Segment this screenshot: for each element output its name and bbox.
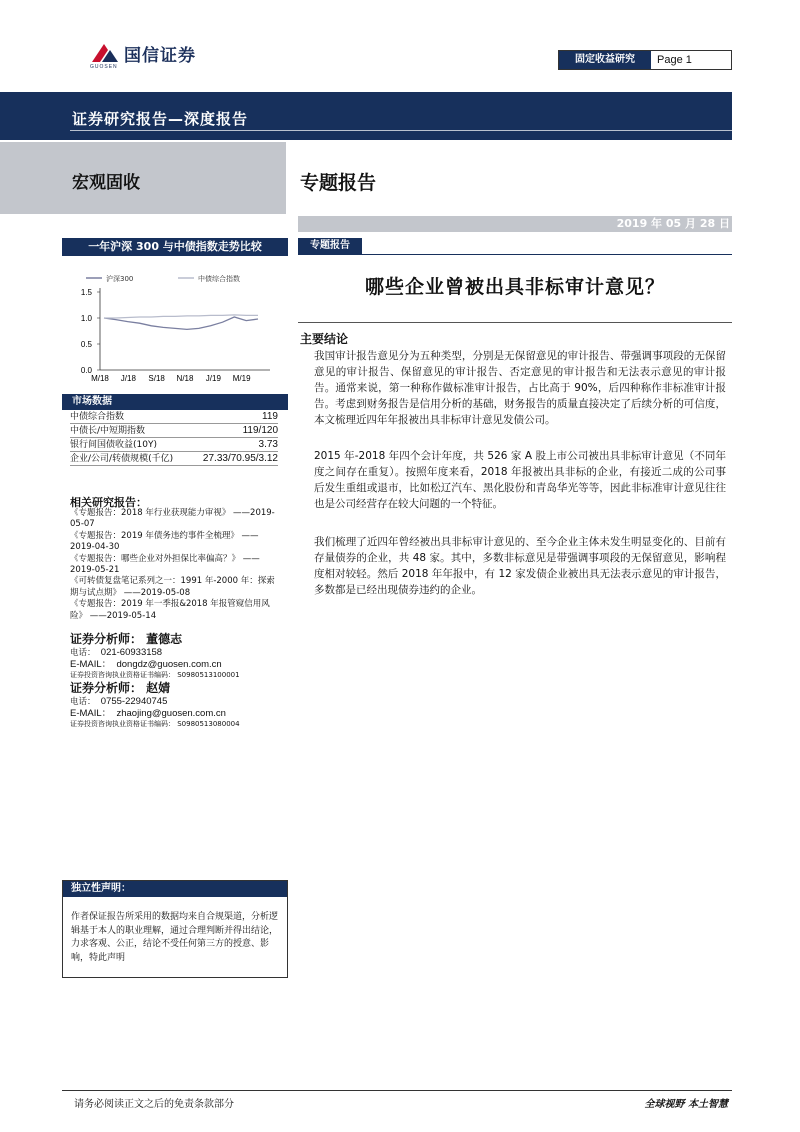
x-tick-label: J/18 xyxy=(120,374,136,383)
analyst-name: 证券分析师： 董德志 xyxy=(70,632,183,646)
legend-hs300: 沪深300 xyxy=(106,275,134,283)
analyst-name: 证券分析师： 赵婧 xyxy=(70,681,171,695)
chart-title: 一年沪深 300 与中债指数走势比较 xyxy=(62,238,288,256)
y-tick-label: 1.5 xyxy=(80,288,92,297)
x-tick-label: J/19 xyxy=(205,374,221,383)
title-divider xyxy=(298,322,732,323)
slogan: 全球视野 本土智慧 xyxy=(644,1099,728,1110)
section-left: 宏观固收 xyxy=(72,173,140,193)
analyst-email[interactable]: E-MAIL： zhaojing@guosen.com.cn xyxy=(70,708,226,719)
band-divider xyxy=(70,130,732,131)
table-row: 中债综合指数 119 xyxy=(70,411,278,422)
tag-divider xyxy=(298,254,732,255)
report-tag: 专题报告 xyxy=(298,238,362,254)
section-right: 专题报告 xyxy=(300,172,377,194)
independence-title: 独立性声明： xyxy=(63,881,287,897)
analyst-email[interactable]: E-MAIL： dongdz@guosen.com.cn xyxy=(70,659,222,670)
paragraph: 2015 年-2018 年四个会计年度，共 526 家 A 股上市公司被出具非标审计意见（不同年度之间存在重复）。按照年度来看，2018 年报被出具非标的企业，有接近二成的公司事后发生重组或退市，比如松辽汽车、黑化股份和青岛华光等等，因此非标准审计意见往往也是公司经营存在较大问题的一个特征。 xyxy=(314,450,726,510)
report-date: 2019 年 05 月 28 日 xyxy=(616,217,730,230)
x-tick-label: S/18 xyxy=(148,374,165,383)
y-tick-label: 0.0 xyxy=(80,366,92,375)
independence-box xyxy=(62,880,288,978)
index-chart xyxy=(62,262,288,390)
page-title: 哪些企业曾被出具非标审计意见？ xyxy=(364,276,665,298)
y-tick-label: 1.0 xyxy=(80,314,92,323)
section-left-bg xyxy=(0,142,286,214)
x-tick-label: M/18 xyxy=(91,374,109,383)
conclusion-title: 主要结论 xyxy=(300,332,349,346)
independence-text: 作者保证报告所采用的数据均来自合规渠道，分析逻辑基于本人的职业理解，通过合理判断并得出结论，力求客观、公正，结论不受任何第三方的授意、影响，特此声明 xyxy=(71,912,279,963)
logo-mark xyxy=(90,40,120,64)
analyst-phone: 电话： 021-60933158 xyxy=(70,647,163,658)
x-tick-label: N/18 xyxy=(176,374,194,383)
paragraph: 我们梳理了近四年曾经被出具非标审计意见的、至今企业主体未发生明显变化的、目前有存量债券的企业，共 48 家。其中，多数非标意见是带强调事项段的无保留意见，影响程度相对较轻。然后 2018 年年报中，有 12 家发债企业被出具无法表示意见的审计报告，多数都是已经出现债券违约的企业。 xyxy=(314,536,726,596)
y-tick-label: 0.5 xyxy=(80,340,92,349)
legend-bond: 中债综合指数 xyxy=(198,275,240,283)
footer-divider xyxy=(62,1090,732,1091)
series-line-hs300 xyxy=(104,317,258,329)
related-report-item[interactable]: 《专题报告：哪些企业对外担保比率偏高？》 ——2019-05-21 xyxy=(70,553,260,576)
market-data-table xyxy=(70,410,278,466)
table-row: 银行间国债收益(10Y) 3.73 xyxy=(70,439,278,450)
x-tick-label: M/19 xyxy=(232,374,251,383)
paragraph: 我国审计报告意见分为五种类型，分别是无保留意见的审计报告、带强调事项段的无保留意见的审计报告、保留意见的审计报告、否定意见的审计报告和无法表示意见的审计报告。通常来说，第一种称作做标准审计报告，占比高于 90%，后四种称作非标准审计报告。考虑到财务报告是信用分析的基础，财务报告的质量直接决定了后续分析的可信度，本文梳理近四年年报被出具非标审计意见发债公司。 xyxy=(314,350,726,426)
related-report-item[interactable]: 《专题报告：2019 年一季报&2018 年报管窥信用风险》 ——2019-05-14 xyxy=(70,599,270,621)
logo-name: 国信证券 xyxy=(124,46,196,66)
analyst-block-1 xyxy=(70,632,290,680)
related-report-item[interactable]: 《可转债复盘笔记系列之一：1991 年-2000 年：探索期与试点期》 ——2019-05-08 xyxy=(70,576,275,598)
table-row: 中债长/中短期指数 119/120 xyxy=(70,425,278,436)
analyst-phone: 电话： 0755-22940745 xyxy=(70,696,168,707)
related-report-item[interactable]: 《专题报告：2019 年债务违约事件全梳理》 ——2019-04-30 xyxy=(70,530,259,553)
related-report-item[interactable]: 《专题报告：2018 年行业获现能力审视》 ——2019-05-07 xyxy=(70,508,275,530)
page-number: Page 1 xyxy=(657,54,692,66)
category-label: 固定收益研究 xyxy=(559,51,651,69)
related-reports-title: 相关研究报告： xyxy=(70,496,147,509)
report-type: 证券研究报告—深度报告 xyxy=(72,110,249,128)
header-box xyxy=(558,50,732,70)
table-row: 企业/公司/转债规模(千亿) 27.33/70.95/3.12 xyxy=(70,453,278,464)
analyst-block-2 xyxy=(70,681,290,729)
analyst-cert: 证券投资咨询执业资格证书编码： S0980513080004 xyxy=(70,720,240,728)
analyst-cert: 证券投资咨询执业资格证书编码： S0980513100001 xyxy=(70,671,240,679)
market-data-title: 市场数据 xyxy=(62,394,288,410)
disclaimer-note: 请务必阅读正文之后的免责条款部分 xyxy=(74,1099,234,1110)
logo-en: GUOSEN xyxy=(90,64,118,70)
related-reports-list xyxy=(70,508,282,622)
